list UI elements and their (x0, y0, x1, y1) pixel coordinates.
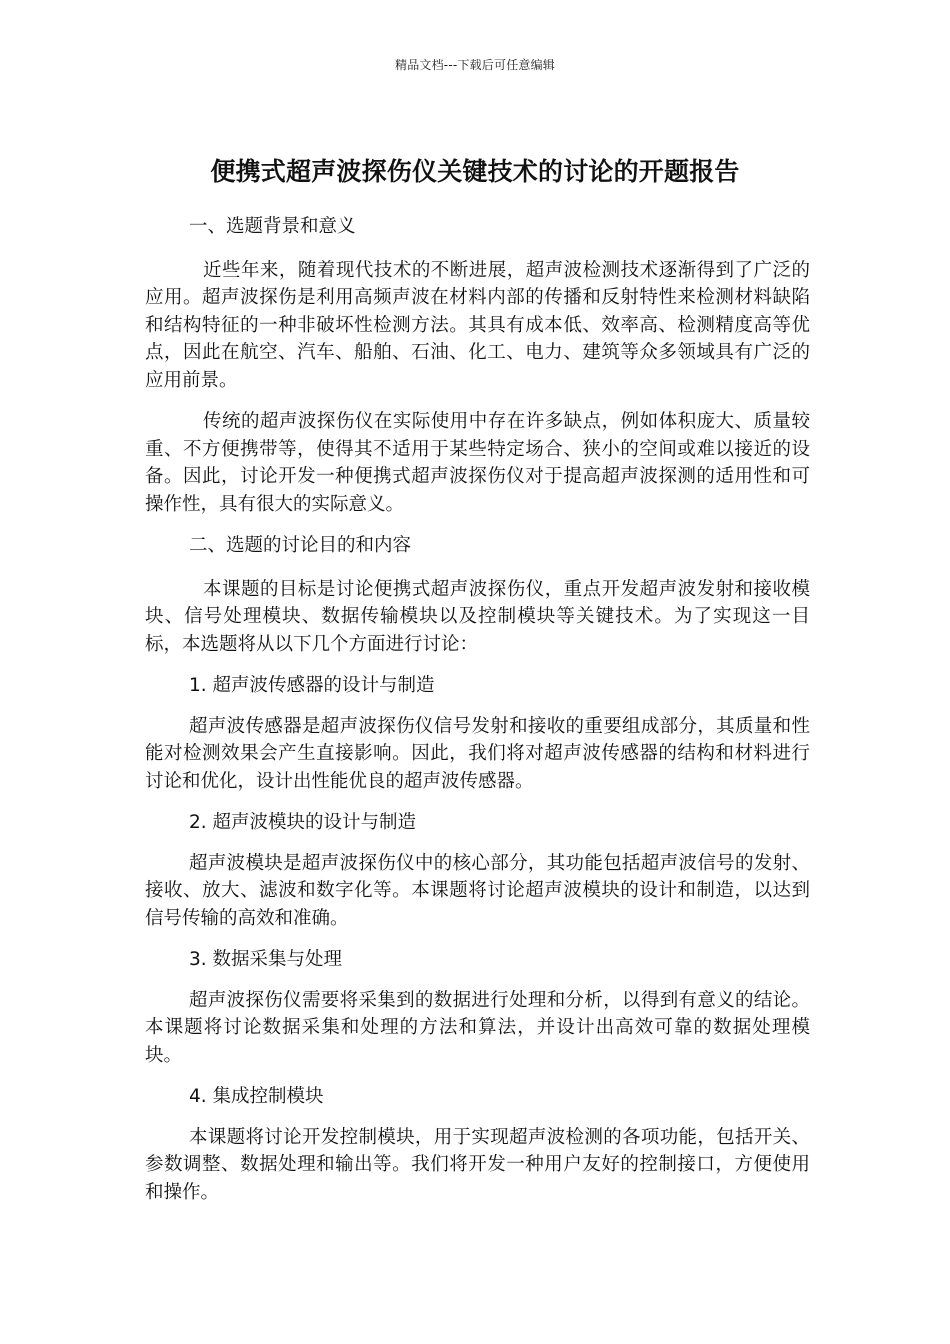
paragraph-background-2: 传统的超声波探伤仪在实际使用中存在许多缺点，例如体积庞大、质量较重、不方便携带等，使得其不适用于某些特定场合、狭小的空间或难以接近的设备。因此，讨论开发一种便携式超声波探伤仪对于提高超声波探测的适用性和可操作性，具有很大的实际意义。 (145, 411, 810, 515)
paragraph-control-module: 本课题将讨论开发控制模块，用于实现超声波检测的各项功能，包括开关、参数调整、数据处理和输出等。我们将开发一种用户友好的控制接口，方便使用和操作。 (145, 1126, 810, 1203)
section-heading-background: 一、选题背景和意义 (189, 216, 356, 237)
paragraph-background-1: 近些年来，随着现代技术的不断进展，超声波检测技术逐渐得到了广泛的应用。超声波探伤是利用高频声波在材料内部的传播和反射特性来检测材料缺陷和结构特征的一种非破坏性检测方法。其具有成本低、效率高、检测精度高等优点，因此在航空、汽车、船舶、石油、化工、电力、建筑等众多领域具有广泛的应用前景。 (145, 259, 810, 391)
paragraph-data-processing: 超声波探伤仪需要将采集到的数据进行处理和分析，以得到有意义的结论。本课题将讨论数据采集和处理的方法和算法，并设计出高效可靠的数据处理模块。 (145, 989, 810, 1066)
subheading-control-module: 4. 集成控制模块 (189, 1086, 324, 1107)
section-heading-objectives: 二、选题的讨论目的和内容 (189, 535, 412, 556)
subheading-module: 2. 超声波模块的设计与制造 (189, 812, 417, 833)
subheading-sensor: 1. 超声波传感器的设计与制造 (189, 675, 435, 696)
header-note: 精品文档---下载后可任意编辑 (395, 58, 555, 72)
document-title: 便携式超声波探伤仪关键技术的讨论的开题报告 (210, 156, 740, 186)
paragraph-module: 超声波模块是超声波探伤仪中的核心部分，其功能包括超声波信号的发射、接收、放大、滤波和数字化等。本课题将讨论超声波模块的设计和制造，以达到信号传输的高效和准确。 (145, 852, 810, 929)
paragraph-sensor: 超声波传感器是超声波探伤仪信号发射和接收的重要组成部分，其质量和性能对检测效果会产生直接影响。因此，我们将对超声波传感器的结构和材料进行讨论和优化，设计出性能优良的超声波传感器。 (145, 715, 810, 792)
document-body (145, 213, 810, 1220)
subheading-data-processing: 3. 数据采集与处理 (189, 949, 343, 970)
paragraph-objectives: 本课题的目标是讨论便携式超声波探伤仪，重点开发超声波发射和接收模块、信号处理模块、数据传输模块以及控制模块等关键技术。为了实现这一目标，本选题将从以下几个方面进行讨论： (145, 578, 810, 655)
